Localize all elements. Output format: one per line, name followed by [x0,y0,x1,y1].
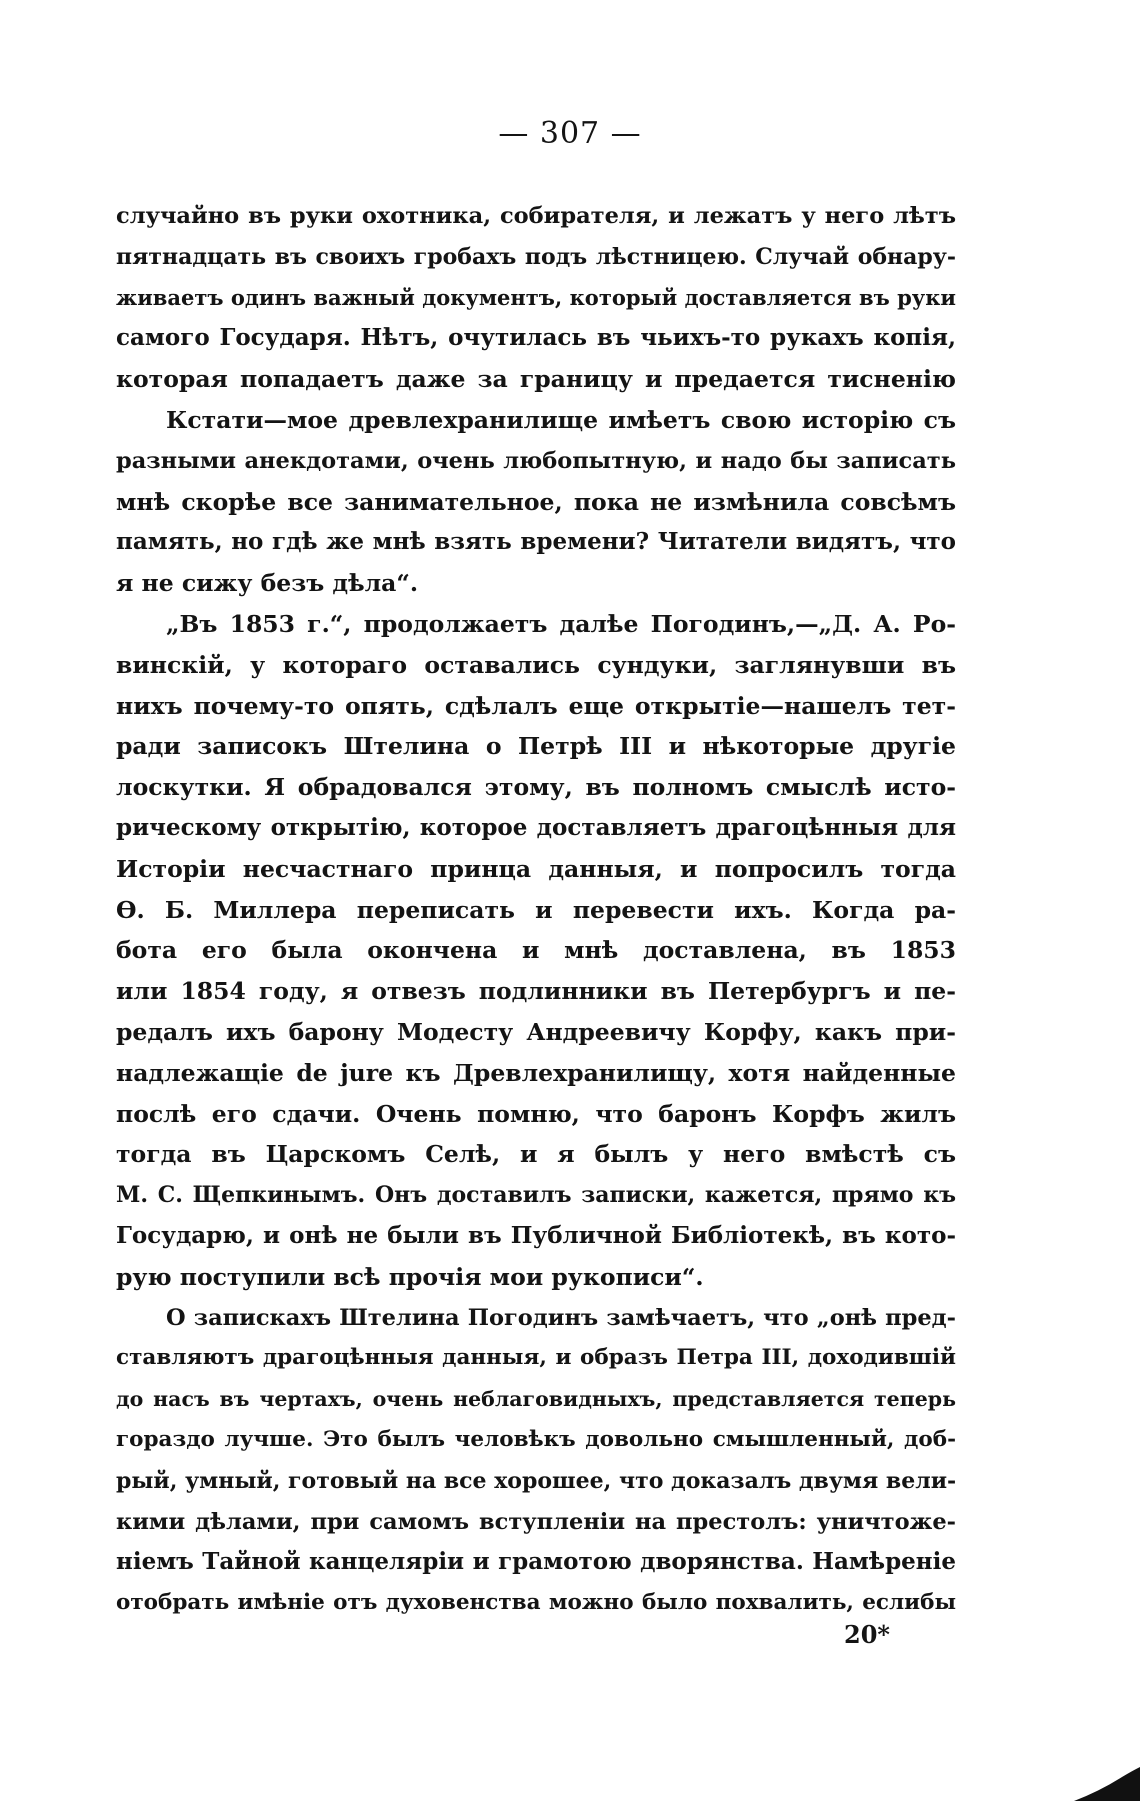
text-line: тогда въ Царскомъ Селѣ, и я былъ у него вмѣстѣ съ [116,1140,956,1169]
scan-corner-mark [1060,1761,1140,1801]
text-line: мнѣ скорѣе все занимательное, пока не измѣнила совсѣмъ [116,487,956,516]
text-line: бота его была окончена и мнѣ доставлена, въ 1853 [116,936,956,965]
text-line: М. С. Щепкинымъ. Онъ доставилъ записки, кажется, прямо къ [116,1182,956,1209]
text-line: самого Государя. Нѣтъ, очутилась въ чьихъ-то рукахъ копія, [116,324,956,352]
text-line: Ѳ. Б. Миллера переписать и перевести ихъ. Когда ра- [116,895,956,924]
text-line: надлежащіе de jure къ Древлехранилищу, хотя найденные [116,1058,956,1087]
text-line: разными анекдотами, очень любопытную, и надо бы записать [116,447,956,474]
text-line: гораздо лучше. Это былъ человѣкъ довольно смышленный, доб- [116,1426,956,1452]
text-line: которая попадаетъ даже за границу и предается тисненію [116,365,956,394]
text-line: О запискахъ Штелина Погодинъ замѣчаетъ, что „онѣ пред- [166,1304,956,1331]
text-line: „Въ 1853 г.“, продолжаетъ далѣе Погодинъ,—„Д. А. Ро- [166,609,956,638]
text-line: кими дѣлами, при самомъ вступленіи на престолъ: уничтоже- [116,1508,956,1535]
text-line: пятнадцать въ своихъ гробахъ подъ лѣстницею. Случай обнару- [116,243,956,270]
text-line: ради записокъ Штелина о Петрѣ III и нѣкоторые другіе [116,732,956,761]
text-line: живаетъ одинъ важный документъ, который доставляется въ руки [116,284,956,310]
text-line: я не сижу безъ дѣла“. [116,569,419,598]
text-line: ніемъ Тайной канцеляріи и грамотою дворянства. Намѣреніе [116,1548,956,1576]
text-line: память, но гдѣ же мнѣ взять времени? Читатели видятъ, что [116,528,956,556]
text-line: случайно въ руки охотника, собирателя, и лежатъ у него лѣтъ [116,203,956,229]
text-line: до насъ въ чертахъ, очень неблаговидныхъ, представляется теперь [116,1387,956,1412]
text-line: или 1854 году, я отвезъ подлинники въ Петербургъ и пе- [116,977,956,1006]
text-line: послѣ его сдачи. Очень помню, что баронъ Корфъ жилъ [116,1099,956,1128]
text-line: отобрать имѣніе отъ духовенства можно было похвалить, еслибы [116,1590,956,1616]
signature-mark: 20* [844,1620,890,1649]
text-line: рую поступили всѣ прочія мои рукописи“. [116,1262,704,1291]
text-line: редалъ ихъ барону Модесту Андреевичу Корфу, какъ при- [116,1017,956,1046]
text-line: ставляютъ драгоцѣнныя данныя, и образъ Петра III, доходившій [116,1345,956,1371]
text-line: Кстати—мое древлехранилище имѣетъ свою исторію съ [166,405,956,434]
text-line: Исторіи несчастнаго принца данныя, и попросилъ тогда [116,854,956,883]
text-line: нихъ почему-то опять, сдѣлалъ еще открытіе—нашелъ тет- [116,691,956,720]
text-line: лоскутки. Я обрадовался этому, въ полномъ смыслѣ исто- [116,773,956,802]
text-line: рый, умный, готовый на все хорошее, что доказалъ двумя вели- [116,1467,957,1494]
text-line: винскій, у котораго оставались сундуки, заглянувши въ [116,650,956,679]
body-text [116,196,956,1624]
text-line: Государю, и онѣ не были въ Публичной Библіотекѣ, въ кото- [116,1221,956,1249]
text-line: рическому открытію, которое доставляетъ драгоцѣнныя для [116,813,956,841]
page-number: — 307 — [498,116,642,151]
